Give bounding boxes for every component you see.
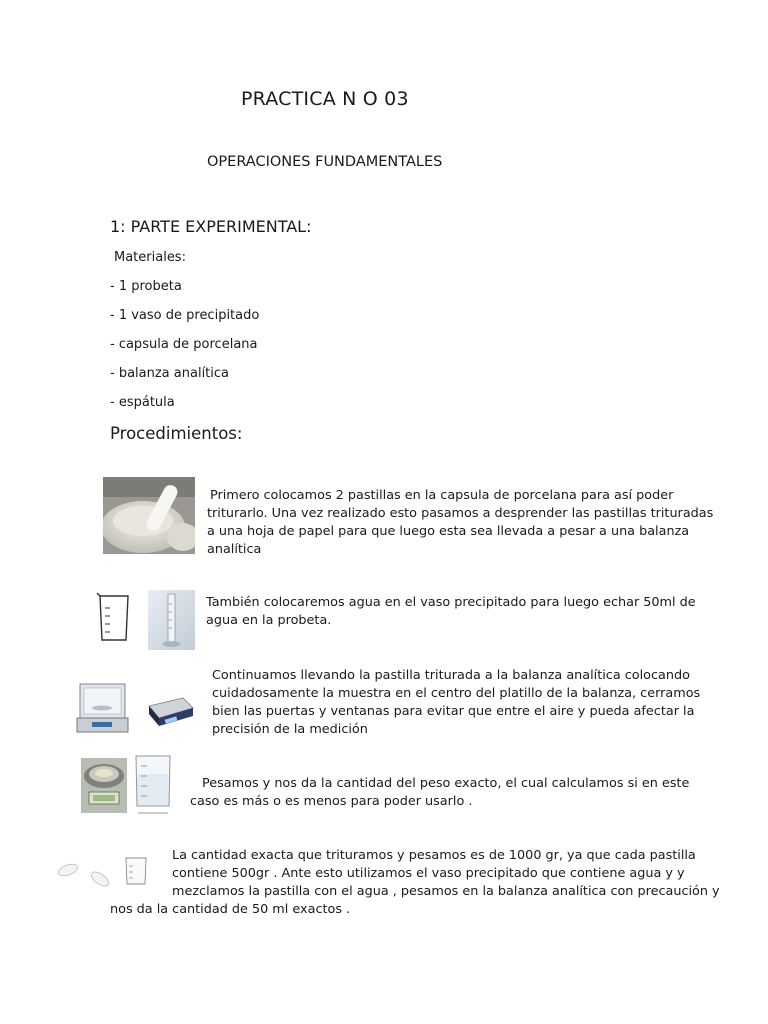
materials-label: Materiales:	[114, 250, 186, 265]
material-item: - balanza analítica	[110, 366, 229, 381]
digital-scale-photo	[143, 688, 195, 733]
analytical-balance-photo	[74, 680, 131, 736]
step-4-text: Pesamos y nos da la cantidad del peso exacto, el cual calculamos si en este caso es más o es menos para poder usarlo .	[190, 776, 690, 809]
beaker-with-water-photo	[128, 746, 179, 820]
scale-display-photo	[81, 758, 127, 813]
step-1-text: Primero colocamos 2 pastillas en la capsula de porcelana para así poder triturarlo. Una vez realizado esto pasamos a desprender las pastillas trituradas a una hoja de papel para que luego esta sea llevada a pesar a una balanza analítica	[207, 488, 714, 557]
material-item: - capsula de porcelana	[110, 337, 258, 352]
procedures-heading: Procedimientos:	[110, 424, 243, 443]
material-item: - 1 vaso de precipitado	[110, 308, 260, 323]
step-2-text: También colocaremos agua en el vaso precipitado para luego echar 50ml de agua en la probeta.	[206, 595, 696, 628]
step-3-text: Continuamos llevando la pastilla triturada a la balanza analítica colocando cuidadosamente la muestra en el centro del platillo de la balanza, cerramos bien las puertas y ventanas para evitar que entre el aire y pueda afectar la precisión de la medición	[212, 668, 701, 737]
beaker-photo	[95, 590, 133, 645]
material-item: - 1 probeta	[110, 279, 182, 294]
document-title: PRACTICA N O 03	[241, 88, 409, 110]
step-5-text: La cantidad exacta que trituramos y pesamos es de 1000 gr, ya que cada pastilla contiene 500gr . Ante esto utilizamos el vaso precipitado que contiene agua y y mezclamos la pastilla con el agua , pesamos en la balanza analítica con precaución y nos da la cantidad de 50 ml exactos .	[110, 848, 720, 917]
document-subtitle: OPERACIONES FUNDAMENTALES	[207, 154, 443, 170]
material-item: - espátula	[110, 395, 175, 410]
section-heading: 1: PARTE EXPERIMENTAL:	[110, 217, 312, 236]
mortar-pestle-photo	[103, 477, 195, 554]
graduated-cylinder-photo	[148, 590, 195, 650]
